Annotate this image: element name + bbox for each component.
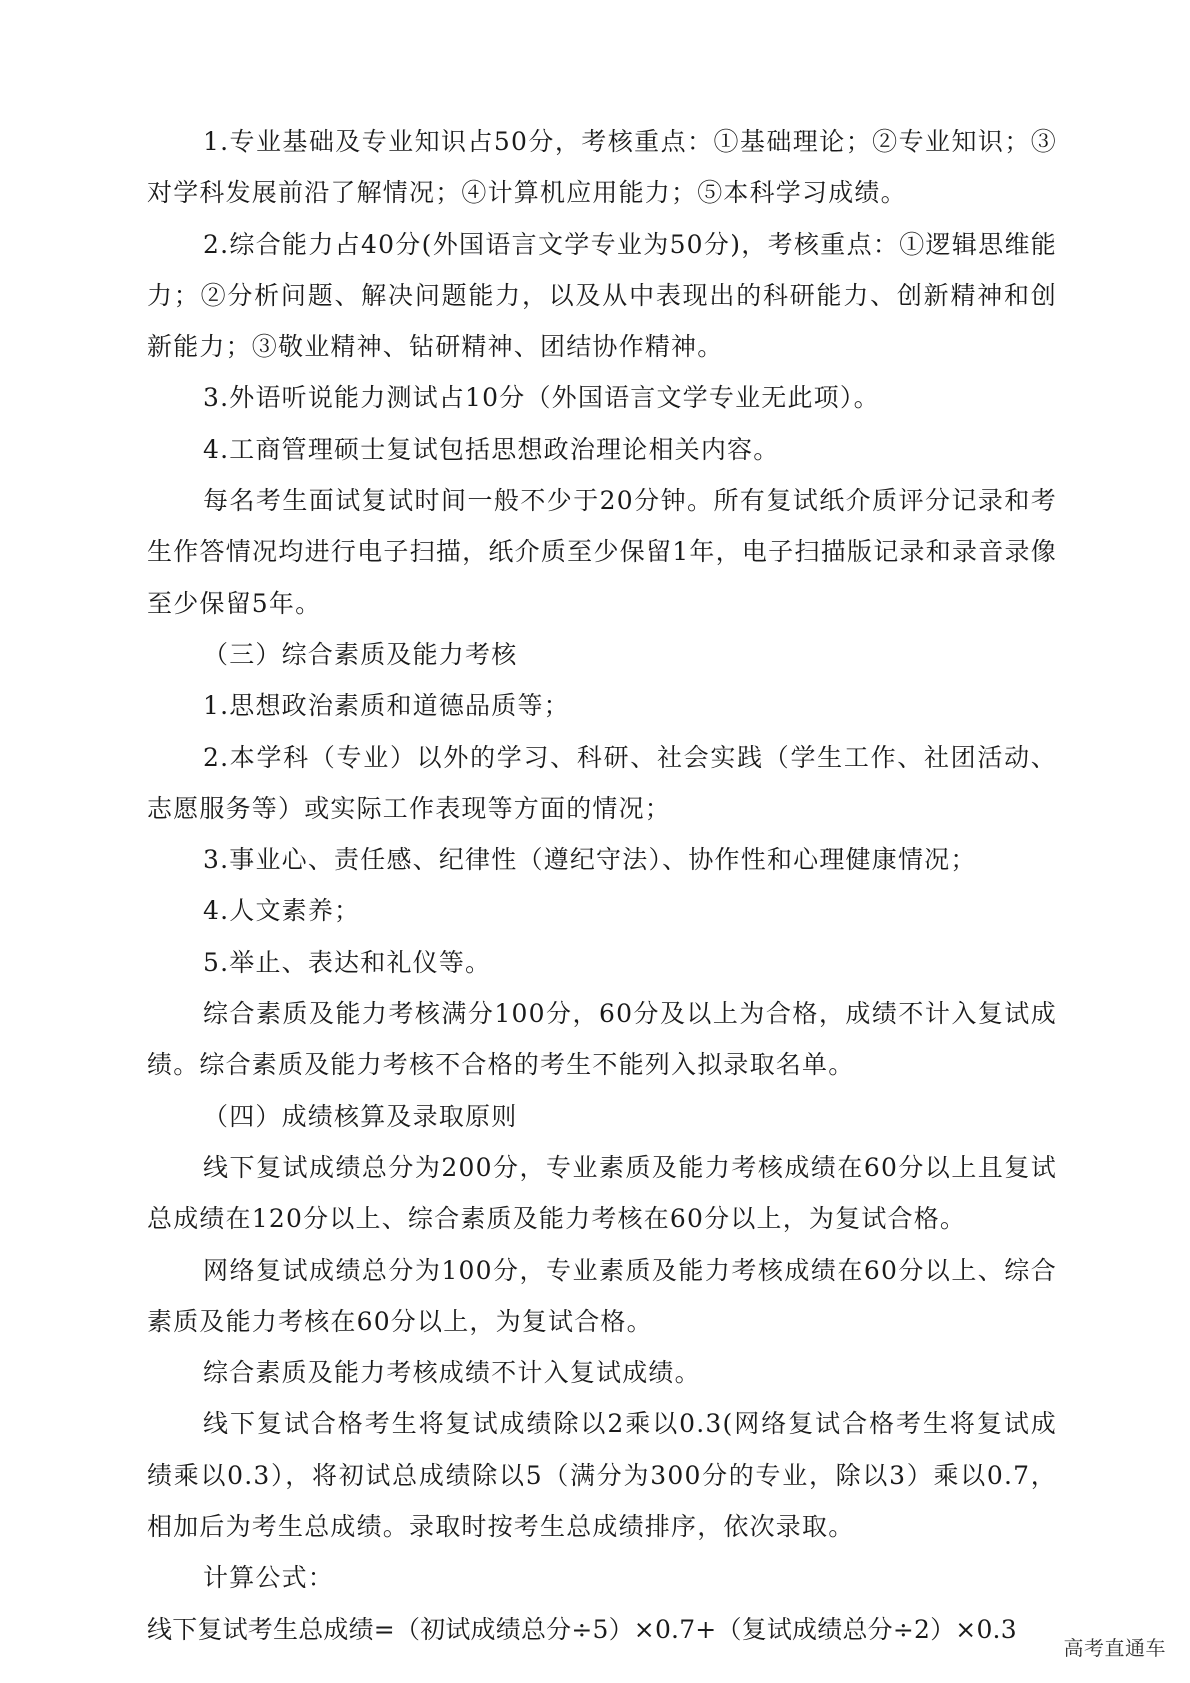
paragraph-quality-not-counted: 综合素质及能力考核成绩不计入复试成绩。: [203, 1358, 701, 1388]
document-page: [147, 116, 1057, 1655]
list-item-manners: 5.举止、表达和礼仪等。: [203, 947, 492, 977]
paragraph-mba-politics: 4.工商管理硕士复试包括思想政治理论相关内容。: [203, 434, 780, 464]
watermark: 高考直通车: [1063, 1636, 1166, 1660]
paragraph-foreign-language: 3.外语听说能力测试占10分（外国语言文学专业无此项）。: [203, 383, 880, 413]
paragraph-formula-label: 计算公式：: [203, 1563, 335, 1593]
paragraph-offline-score: 线下复试成绩总分为200分，专业素质及能力考核成绩在60分以上且复试总成绩在120分以上、综合素质及能力考核在60分以上，为复试合格。: [147, 1152, 1057, 1234]
paragraph-quality-score: 综合素质及能力考核满分100分，60分及以上为合格，成绩不计入复试成绩。综合素质及能力考核不合格的考生不能列入拟录取名单。: [147, 999, 1057, 1080]
paragraph-formula: 线下复试考生总成绩=（初试成绩总分÷5）×0.7+（复试成绩总分÷2）×0.3: [147, 1614, 1017, 1644]
list-item-political-quality: 1.思想政治素质和道德品质等；: [203, 691, 570, 721]
list-item-humanities: 4.人文素养；: [203, 896, 361, 926]
list-item-extracurricular: 2.本学科（专业）以外的学习、科研、社会实践（学生工作、社团活动、志愿服务等）或实际工作表现等方面的情况；: [147, 742, 1057, 823]
paragraph-online-score: 网络复试成绩总分为100分，专业素质及能力考核成绩在60分以上、综合素质及能力考核在60分以上，为复试合格。: [147, 1255, 1057, 1336]
paragraph-professional-knowledge: 1.专业基础及专业知识占50分，考核重点：①基础理论；②专业知识；③对学科发展前沿了解情况；④计算机应用能力；⑤本科学习成绩。: [147, 127, 1057, 208]
paragraph-total-score-rule: 线下复试合格考生将复试成绩除以2乘以0.3(网络复试合格考生将复试成绩乘以0.3），将初试总成绩除以5（满分为300分的专业，除以3）乘以0.7，相加后为考生总成绩。录取时按考生总成绩排序，依次录取。: [147, 1409, 1057, 1542]
paragraph-interview-duration: 每名考生面试复试时间一般不少于20分钟。所有复试纸介质评分记录和考生作答情况均进行电子扫描，纸介质至少保留1年，电子扫描版记录和录音录像至少保留5年。: [147, 486, 1057, 618]
section-heading-comprehensive-quality: （三）综合素质及能力考核: [203, 639, 518, 669]
list-item-responsibility: 3.事业心、责任感、纪律性（遵纪守法）、协作性和心理健康情况；: [203, 845, 977, 875]
section-heading-score-calculation: （四）成绩核算及录取原则: [203, 1101, 518, 1131]
paragraph-comprehensive-ability: 2.综合能力占40分(外国语言文学专业为50分)，考核重点：①逻辑思维能力；②分析问题、解决问题能力，以及从中表现出的科研能力、创新精神和创新能力；③敬业精神、钻研精神、团结协作精神。: [147, 229, 1057, 362]
